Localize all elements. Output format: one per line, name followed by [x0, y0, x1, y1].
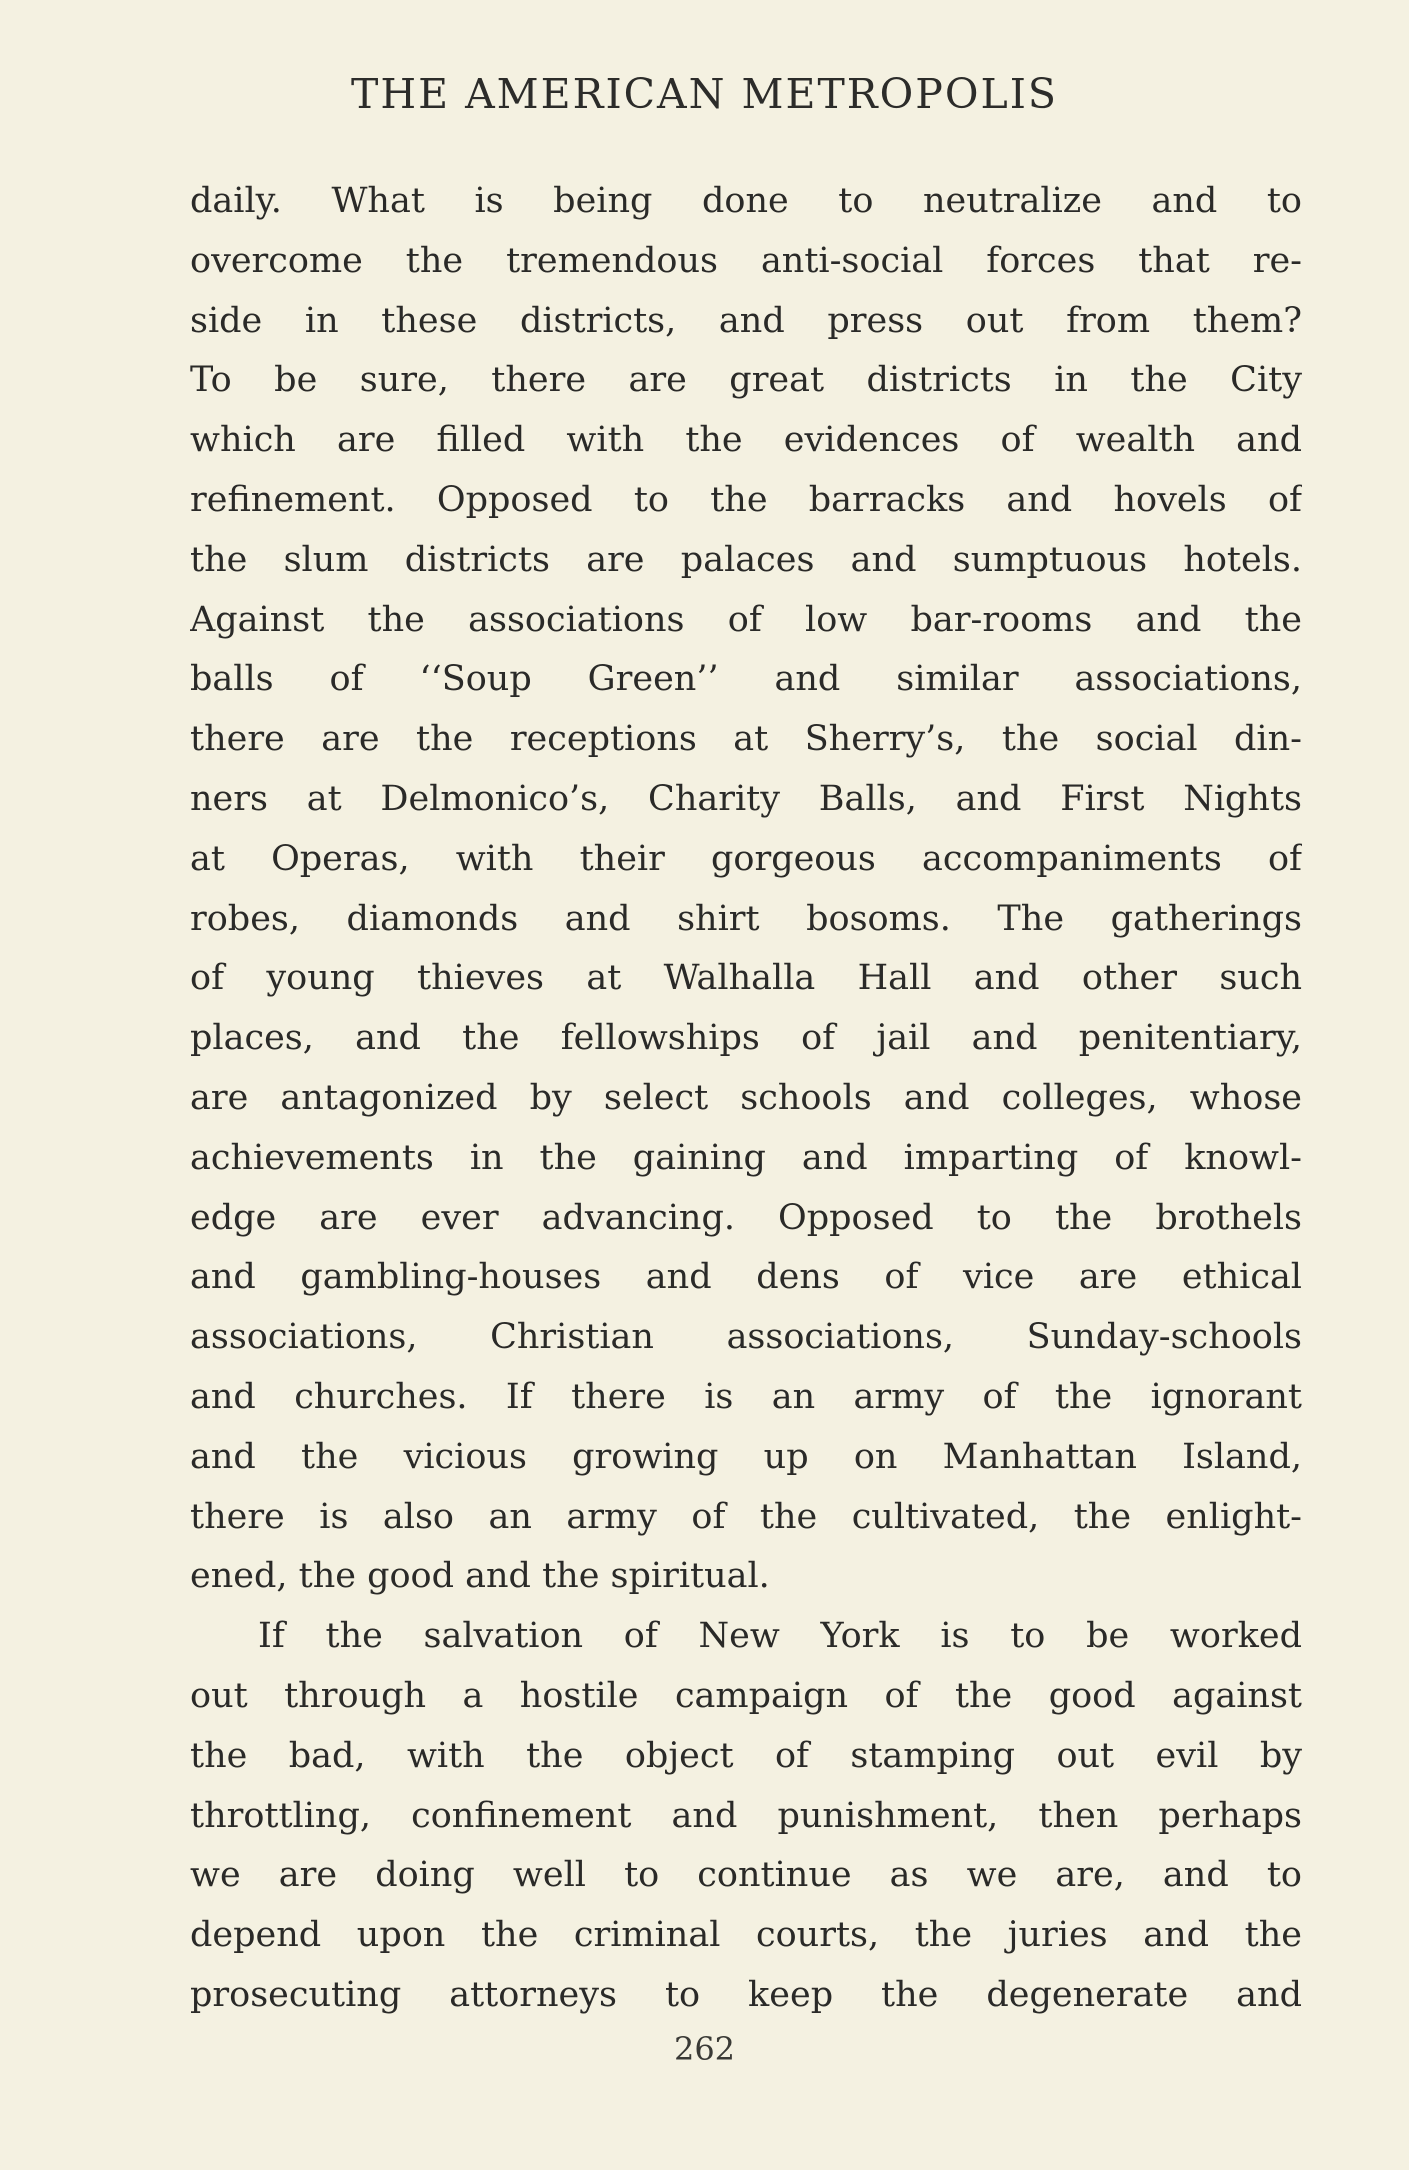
text-line: side in these districts, and press out from them?: [190, 300, 1302, 341]
text-line: are antagonized by select schools and colleges, whose: [190, 1077, 1302, 1118]
text-line: refinement. Opposed to the barracks and hovels of: [190, 479, 1302, 520]
page-number: 262: [673, 2030, 736, 2068]
text-line: throttling, confinement and punishment, then perhaps: [190, 1795, 1302, 1836]
text-line: daily. What is being done to neutralize and to: [190, 181, 1302, 221]
text-line: ners at Delmonico’s, Charity Balls, and First Nights: [190, 778, 1302, 819]
running-head: THE AMERICAN METROPOLIS: [351, 70, 1058, 118]
text-line: edge are ever advancing. Opposed to the brothels: [190, 1197, 1302, 1238]
text-line: and gambling-houses and dens of vice are ethical: [190, 1257, 1302, 1298]
text-line: at Operas, with their gorgeous accompaniments of: [190, 838, 1302, 879]
text-line: out through a hostile campaign of the good against: [190, 1675, 1302, 1716]
text-line: of young thieves at Walhalla Hall and other such: [190, 958, 1302, 999]
body-text: [190, 172, 1302, 2026]
text-line: we are doing well to continue as we are, and to: [190, 1855, 1302, 1896]
text-line: and churches. If there is an army of the ignorant: [190, 1376, 1302, 1417]
text-line: To be sure, there are great districts in the City: [190, 360, 1302, 401]
text-line: robes, diamonds and shirt bosoms. The gatherings: [190, 898, 1302, 939]
text-line: overcome the tremendous anti-social forces that re-: [190, 240, 1302, 281]
text-line: balls of ‘‘Soup Green’’ and similar associations,: [190, 659, 1302, 700]
text-line: achievements in the gaining and imparting of knowl-: [190, 1137, 1302, 1178]
text-line: there is also an army of the cultivated, the enlight-: [190, 1496, 1302, 1537]
text-line: the slum districts are palaces and sumptuous hotels.: [190, 539, 1302, 580]
text-line: depend upon the criminal courts, the juries and the: [190, 1915, 1302, 1956]
text-line: Against the associations of low bar-rooms and the: [190, 599, 1302, 640]
text-line: and the vicious growing up on Manhattan Island,: [190, 1436, 1302, 1477]
paragraph-end-line: ened, the good and the spiritual.: [190, 1556, 770, 1597]
paragraph-start-line: If the salvation of New York is to be worked: [258, 1616, 1302, 1657]
text-line: prosecuting attorneys to keep the degenerate and: [190, 1974, 1302, 2015]
text-line: the bad, with the object of stamping out evil by: [190, 1735, 1302, 1776]
text-line: associations, Christian associations, Sunday-schools: [190, 1317, 1302, 1358]
text-line: places, and the fellowships of jail and penitentiary,: [190, 1018, 1302, 1059]
text-line: which are filled with the evidences of wealth and: [190, 420, 1302, 461]
text-line: there are the receptions at Sherry’s, the social din-: [190, 719, 1302, 760]
